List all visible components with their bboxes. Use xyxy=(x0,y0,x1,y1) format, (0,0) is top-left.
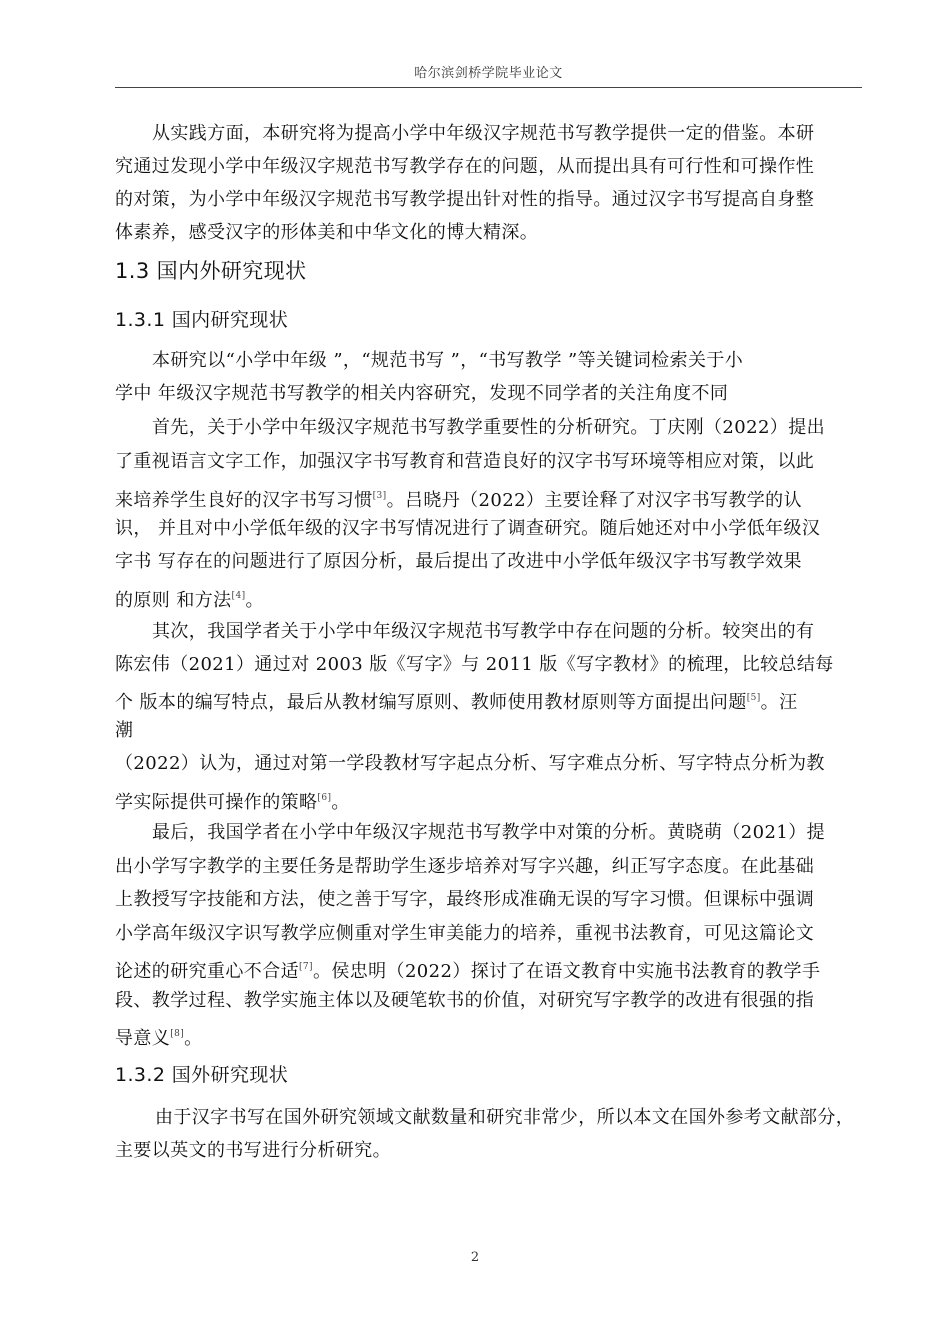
text-run: 个 版本的编写特点，最后从教材编写原则、教师使用教材原则等方面提出问题 xyxy=(115,692,747,713)
paragraph-line: 其次，我国学者关于小学中年级汉字规范书写教学中存在问题的分析。较突出的有 xyxy=(152,621,815,642)
paragraph-line: 字书 写存在的问题进行了原因分析，最后提出了改进中小学低年级汉字书写教学效果 xyxy=(115,551,802,572)
section-heading-1-3: 1.3 国内外研究现状 xyxy=(115,259,307,283)
citation-ref: [7] xyxy=(299,962,313,972)
running-header: 哈尔滨剑桥学院毕业论文 xyxy=(414,66,563,81)
text-run: 。 xyxy=(331,792,350,813)
paragraph-line xyxy=(115,484,802,513)
paragraph-line: 小学高年级汉字识写教学应侧重对学生审美能力的培养，重视书法教育，可见这篇论文 xyxy=(115,923,815,944)
paragraph-line: （2022）认为，通过对第一学段教材写字起点分析、写字难点分析、写字特点分析为教 xyxy=(115,753,825,774)
paragraph-line: 上教授写字技能和方法，使之善于写字，最终形成准确无误的写字习惯。但课标中强调 xyxy=(115,889,815,910)
citation-ref: [3] xyxy=(372,491,387,501)
section-heading-1-3-1: 1.3.1 国内研究现状 xyxy=(115,309,289,331)
text-run: 来培养学生良好的汉字书写习惯 xyxy=(115,490,373,511)
paragraph-line xyxy=(115,686,797,715)
paragraph-line: 出小学写字教学的主要任务是帮助学生逐步培养对写字兴趣，纠正写字态度。在此基础 xyxy=(115,856,815,877)
citation-ref: [6] xyxy=(317,793,332,803)
paragraph-line: 首先，关于小学中年级汉字规范书写教学重要性的分析研究。丁庆刚（2022）提出 xyxy=(152,417,826,438)
paragraph-line: 本研究以“小学中年级 ”，“规范书写 ”，“书写教学 ”等关键词检索关于小 xyxy=(152,350,744,371)
text-run: 论述的研究重心不合适 xyxy=(115,961,299,982)
paragraph-line: 段、教学过程、教学实施主体以及硬笔软书的价值，对研究写字教学的改进有很强的指 xyxy=(115,990,815,1011)
paragraph-line: 的对策，为小学中年级汉字规范书写教学提出针对性的指导。通过汉字书写提高自身整 xyxy=(115,189,815,210)
paragraph-line: 学中 年级汉字规范书写教学的相关内容研究，发现不同学者的关注角度不同 xyxy=(115,383,729,404)
paragraph-line xyxy=(115,584,264,613)
text-run: 。侯忠明（2022）探讨了在语文教育中实施书法教育的教学手 xyxy=(312,961,821,982)
paragraph-line: 潮 xyxy=(115,720,134,741)
paragraph-line: 识， 并且对中小学低年级的汉字书写情况进行了调查研究。随后她还对中小学低年级汉 xyxy=(115,518,821,539)
paragraph-line xyxy=(115,786,350,815)
header-rule xyxy=(115,87,862,88)
text-run: 。汪 xyxy=(760,692,798,713)
citation-ref: [5] xyxy=(746,693,761,703)
page-number: 2 xyxy=(470,1250,480,1265)
citation-ref: [4] xyxy=(231,591,246,601)
paragraph-line: 陈宏伟（2021）通过对 2003 版《写字》与 2011 版《写字教材》的梳理，比较总结每 xyxy=(115,654,834,675)
text-run: 导意义 xyxy=(115,1028,171,1049)
paragraph-line: 究通过发现小学中年级汉字规范书写教学存在的问题，从而提出具有可行性和可操作性 xyxy=(115,156,815,177)
text-run: 学实际提供可操作的策略 xyxy=(115,792,318,813)
text-run: 。吕晓丹（2022）主要诠释了对汉字书写教学的认 xyxy=(386,490,802,511)
paragraph-line xyxy=(115,955,820,984)
citation-ref: [8] xyxy=(170,1029,185,1039)
paragraph-line xyxy=(115,1022,203,1051)
text-run: 。 xyxy=(184,1028,203,1049)
paragraph-line: 了重视语言文字工作，加强汉字书写教育和营造良好的汉字书写环境等相应对策，以此 xyxy=(115,451,815,472)
section-heading-1-3-2: 1.3.2 国外研究现状 xyxy=(115,1064,289,1086)
paragraph-line: 最后，我国学者在小学中年级汉字规范书写教学中对策的分析。黄晓萌（2021）提 xyxy=(152,822,826,843)
paragraph-line: 体素养，感受汉字的形体美和中华文化的博大精深。 xyxy=(115,222,539,243)
paragraph-line: 主要以英文的书写进行分析研究。 xyxy=(115,1140,391,1161)
text-run: 。 xyxy=(245,590,264,611)
text-run: 的原则 和方法 xyxy=(115,590,232,611)
paragraph-line: 由于汉字书写在国外研究领域文献数量和研究非常少，所以本文在国外参考文献部分， xyxy=(155,1107,855,1128)
paragraph-line: 从实践方面，本研究将为提高小学中年级汉字规范书写教学提供一定的借鉴。本研 xyxy=(152,123,815,144)
